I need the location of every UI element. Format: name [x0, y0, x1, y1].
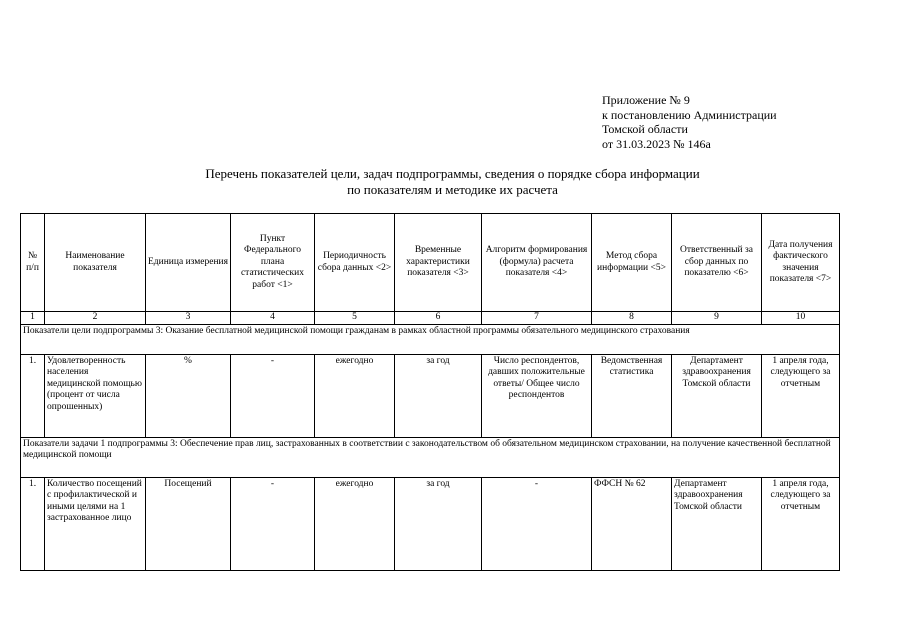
title-line: Перечень показателей цели, задач подпрограммы, сведения о порядке сбора информации	[205, 166, 700, 181]
indicator-name: Количество посещений с профилактической и иными целями на 1 застрахованное лицо	[45, 477, 146, 570]
header-cell: Метод сбора информации <5>	[592, 214, 672, 312]
column-number: 9	[672, 312, 762, 325]
time-cell: за год	[395, 354, 482, 437]
column-number: 1	[21, 312, 45, 325]
column-number: 4	[231, 312, 315, 325]
appendix-line: Томской области	[602, 122, 688, 136]
column-number-row	[21, 312, 840, 325]
unit-cell: Посещений	[146, 477, 231, 570]
header-cell: Ответственный за сбор данных по показателю <6>	[672, 214, 762, 312]
header-cell: Временные характеристики показателя <3>	[395, 214, 482, 312]
header-cell: Наименование показателя	[45, 214, 146, 312]
appendix-line: Приложение № 9	[602, 93, 690, 107]
header-cell: Периодичность сбора данных <2>	[315, 214, 395, 312]
date-cell: 1 апреля года, следующего за отчетным	[762, 354, 840, 437]
column-number: 10	[762, 312, 840, 325]
appendix-line: к постановлению Администрации	[602, 107, 777, 122]
header-cell: Пункт Федерального плана статистических работ <1>	[231, 214, 315, 312]
column-number: 2	[45, 312, 146, 325]
column-number: 7	[482, 312, 592, 325]
section-heading: Показатели цели подпрограммы 3: Оказание бесплатной медицинской помощи гражданам в рамках областной программы обязательного медицинского страхования	[21, 324, 840, 354]
plan-item-cell: -	[231, 354, 315, 437]
indicator-name: Удовлетворенность населения медицинской помощью (процент от числа опрошенных)	[45, 354, 146, 437]
responsible-cell: Департамент здравоохранения Томской области	[672, 354, 762, 437]
header-cell: Алгоритм формирования (формула) расчета показателя <4>	[482, 214, 592, 312]
row-number: 1.	[21, 354, 45, 437]
column-number: 3	[146, 312, 231, 325]
column-number: 8	[592, 312, 672, 325]
periodicity-cell: ежегодно	[315, 354, 395, 437]
periodicity-cell: ежегодно	[315, 477, 395, 570]
column-number: 6	[395, 312, 482, 325]
plan-item-cell: -	[231, 477, 315, 570]
date-cell: 1 апреля года, следующего за отчетным	[762, 477, 840, 570]
header-cell: № п/п	[21, 214, 45, 312]
method-cell: ФФСН № 62	[592, 477, 672, 570]
section-heading: Показатели задачи 1 подпрограммы 3: Обеспечение прав лиц, застрахованных в соответствии с законодательством об обязательном медицинском страховании, на получение качественной бесплатной медицинской помощи	[21, 437, 840, 477]
appendix-block	[602, 93, 777, 151]
column-number: 5	[315, 312, 395, 325]
section-row	[21, 324, 840, 354]
header-cell: Единица измерения	[146, 214, 231, 312]
document-title	[0, 166, 905, 197]
row-number: 1.	[21, 477, 45, 570]
header-cell: Дата получения фактического значения показателя <7>	[762, 214, 840, 312]
indicators-table	[20, 213, 840, 571]
responsible-cell: Департамент здравоохранения Томской области	[672, 477, 762, 570]
unit-cell: %	[146, 354, 231, 437]
table-row	[21, 477, 840, 570]
table-header-row	[21, 214, 840, 312]
table-row	[21, 354, 840, 437]
algorithm-cell: -	[482, 477, 592, 570]
title-line: по показателям и методике их расчета	[347, 181, 558, 197]
section-row	[21, 437, 840, 477]
method-cell: Ведомственная статистика	[592, 354, 672, 437]
appendix-line: от 31.03.2023 № 146а	[602, 136, 711, 151]
time-cell: за год	[395, 477, 482, 570]
algorithm-cell: Число респондентов, давших положительные ответы/ Общее число респондентов	[482, 354, 592, 437]
